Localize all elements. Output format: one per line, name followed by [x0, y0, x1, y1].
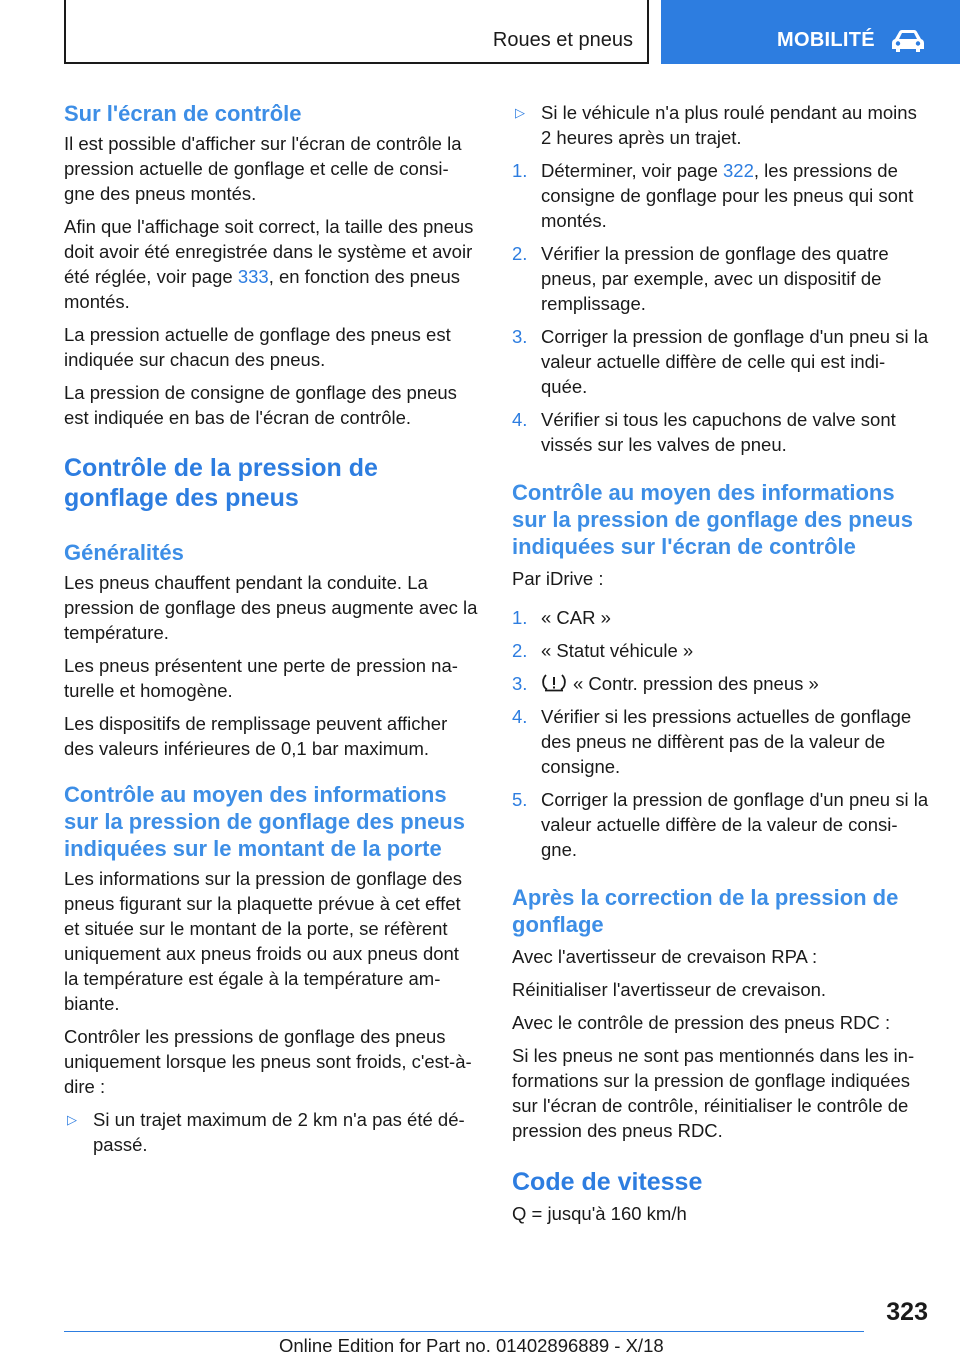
paragraph: Avec l'avertisseur de crevaison RPA :	[512, 946, 818, 967]
right-column	[512, 100, 930, 1226]
tire-pressure-warning-icon	[541, 673, 567, 693]
paragraph: Contrôler les pressions de gonflage des pneus uniquement lorsque les pneus sont froids, c'est-à-dire :	[64, 1026, 472, 1097]
list-item: ▷ Si un trajet maximum de 2 km n'a pas été dé-passé.	[64, 1107, 478, 1157]
list-item: ▷ Si le véhicule n'a plus roulé pendant au moins 2 heures après un trajet.	[512, 100, 930, 150]
list-item: 1. Déterminer, voir page 322, les pressions de consigne de gonflage pour les pneus qui sont montés.	[512, 160, 914, 231]
list-item: 2. « Statut véhicule »	[512, 640, 694, 661]
list-item: 2. Vérifier la pression de gonflage des quatre pneus, par exemple, avec un dispositif de remplissage.	[512, 243, 889, 314]
paragraph: Les informations sur la pression de gonflage des pneus figurant sur la plaquette prévue à cet effet et située sur le montant de la porte, se réfèrent uniquement aux pneus froids ou aux pneus dont la température est égale à la température am-biante.	[64, 868, 462, 1014]
footer-divider	[64, 1331, 864, 1332]
heading-ecran-controle-info: Contrôle au moyen des informations sur la pression de gonflage des pneus indiquées sur l'écran de contrôle	[512, 480, 913, 559]
paragraph: Les pneus chauffent pendant la conduite. La pression de gonflage des pneus augmente avec la température.	[64, 572, 478, 643]
triangle-bullet-icon: ▷	[515, 105, 525, 120]
chapter-label: MOBILITÉ	[777, 29, 875, 51]
paragraph: Les dispositifs de remplissage peuvent afficher des valeurs inférieures de 0,1 bar maximum.	[64, 713, 448, 759]
heading-apres-correction: Après la correction de la pression de gonflage	[512, 885, 899, 937]
heading-code-vitesse: Code de vitesse	[512, 1168, 703, 1196]
list-item: 3. Corriger la pression de gonflage d'un pneu si la valeur actuelle diffère de celle qui est indi-quée.	[512, 326, 929, 397]
page-link-322[interactable]: 322	[723, 160, 754, 181]
list-item: 5. Corriger la pression de gonflage d'un pneu si la valeur actuelle diffère de la valeur de consi-gne.	[512, 789, 929, 860]
heading-generalites: Généralités	[64, 540, 184, 565]
paragraph: Par iDrive :	[512, 568, 604, 589]
list-item: 4. Vérifier si les pressions actuelles de gonflage des pneus ne diffèrent pas de la valeur de consigne.	[512, 706, 912, 777]
page-link-333[interactable]: 333	[237, 266, 269, 287]
heading-controle-pression: Contrôle de la pression de gonflage des pneus	[64, 454, 378, 512]
heading-montant-porte: Contrôle au moyen des informations sur la pression de gonflage des pneus indiquées sur le montant de la porte	[64, 782, 465, 861]
list-item: 1. « CAR »	[512, 607, 611, 628]
paragraph: La pression actuelle de gonflage des pneus est indiquée sur chacun des pneus.	[64, 324, 451, 370]
header-section-box	[64, 0, 649, 64]
list-item: 3. « Contr. pression des pneus »	[512, 673, 819, 694]
paragraph: Avec le contrôle de pression des pneus RDC :	[512, 1012, 891, 1033]
section-title: Roues et pneus	[492, 29, 633, 51]
edition-text: Online Edition for Part no. 01402896889 - X/18	[279, 1335, 664, 1356]
page-number: 323	[886, 1298, 928, 1326]
list-item: 4. Vérifier si tous les capuchons de valve sont vissés sur les valves de pneu.	[512, 409, 896, 455]
heading-ecran-controle: Sur l'écran de contrôle	[64, 101, 302, 126]
paragraph: Afin que l'affichage soit correct, la taille des pneus doit avoir été enregistrée dans le système et avoir été réglée, voir page 333, en fonction des pneus montés.	[64, 216, 474, 312]
car-front-icon	[889, 28, 927, 54]
left-column	[64, 100, 478, 1157]
paragraph: Les pneus présentent une perte de pression na-turelle et homogène.	[64, 655, 458, 701]
paragraph: La pression de consigne de gonflage des pneus est indiquée en bas de l'écran de contrôle.	[64, 382, 457, 428]
paragraph: Si les pneus ne sont pas mentionnés dans les in-formations sur la pression de gonflage indiquées sur l'écran de contrôle, réinitialiser le contrôle de pression des pneus RDC.	[512, 1045, 915, 1141]
paragraph: Réinitialiser l'avertisseur de crevaison.	[512, 979, 827, 1000]
paragraph: Il est possible d'afficher sur l'écran de contrôle la pression actuelle de gonflage et celle de consi-gne des pneus montés.	[64, 133, 462, 204]
paragraph: Q = jusqu'à 160 km/h	[512, 1203, 687, 1224]
header-chapter-tab[interactable]	[661, 0, 960, 64]
triangle-bullet-icon: ▷	[67, 1112, 77, 1127]
